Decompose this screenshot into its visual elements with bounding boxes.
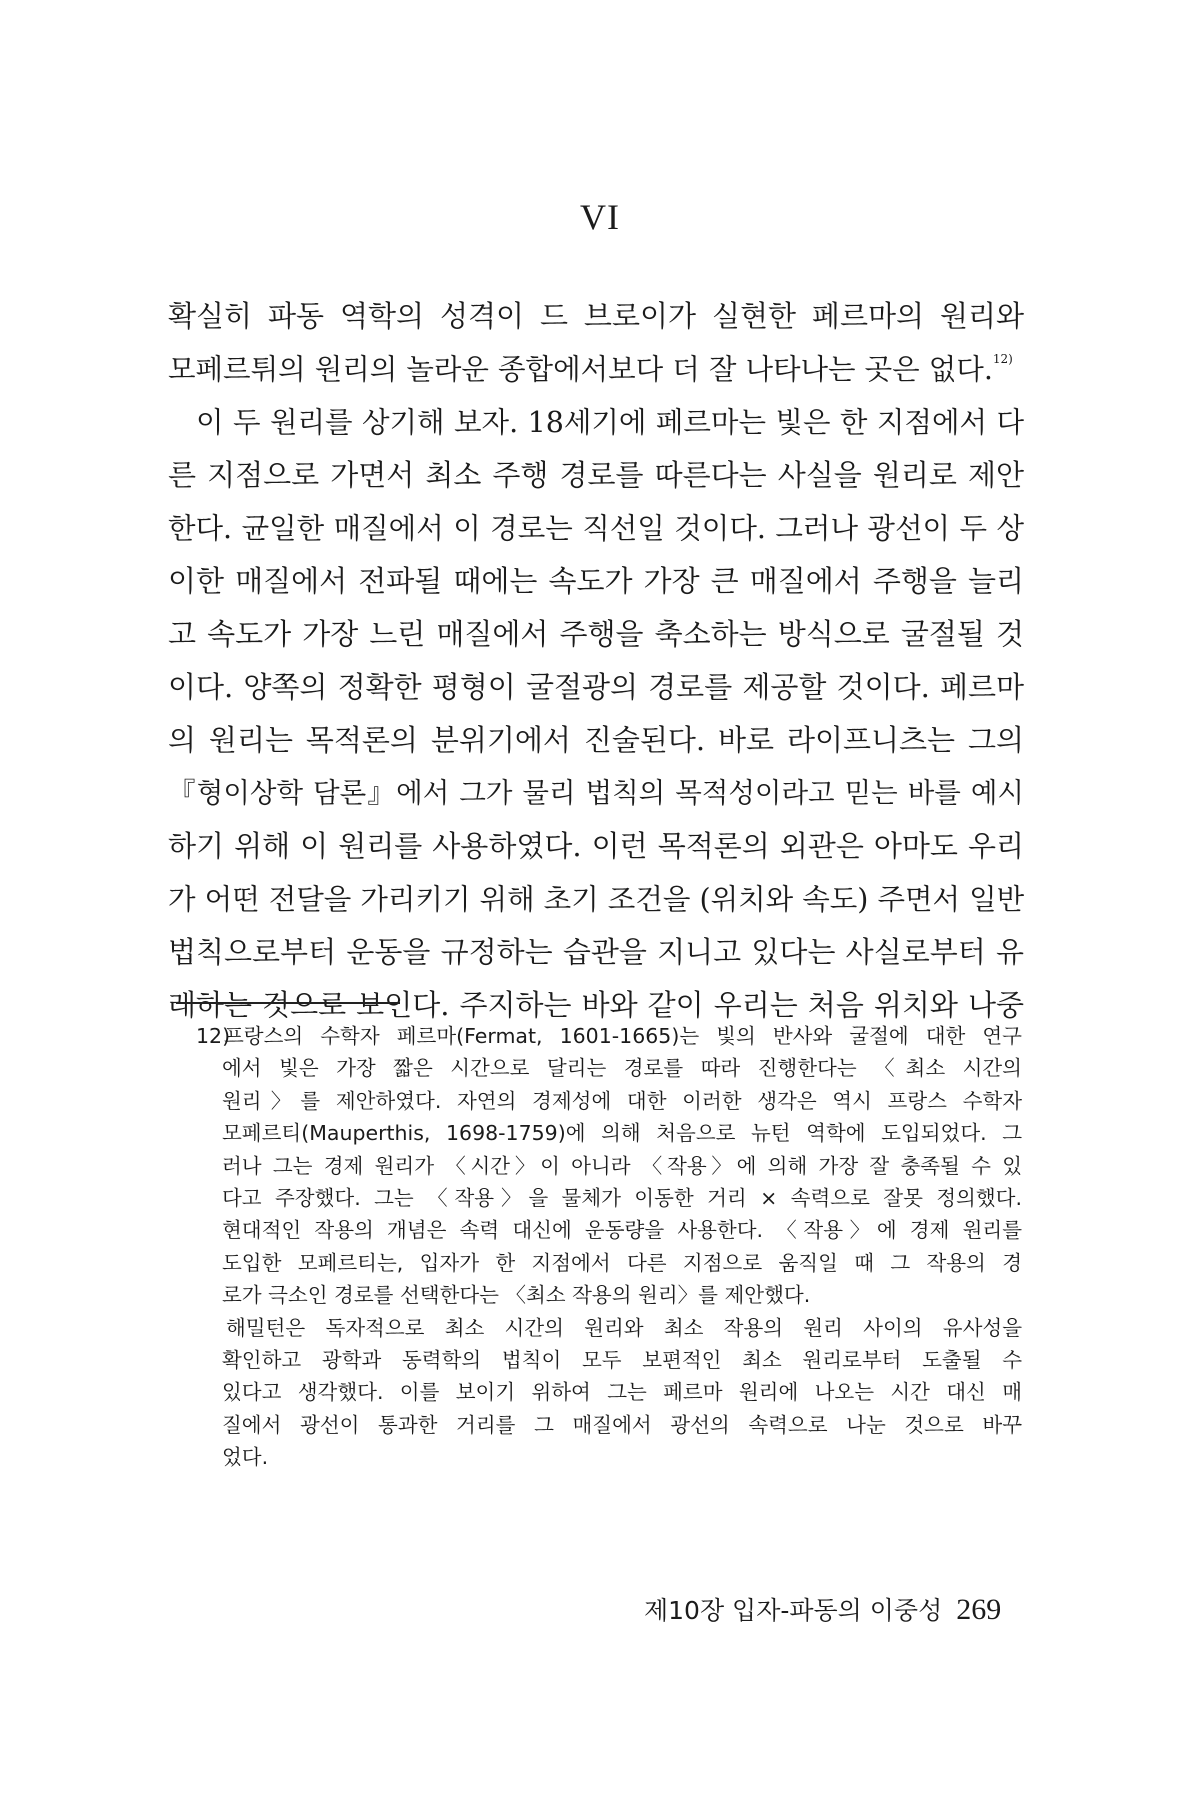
body-line: 『형이상학 담론』에서 그가 물리 법칙의 목적성이라고 믿는 바를 예시 [168,777,1024,809]
footnote-line: 모페르티(Mauperthis, 1698-1759)에 의해 처음으로 뉴턴 역학에 도입되었다. 그 [222,1121,1022,1146]
body-line: 이 두 원리를 상기해 보자. 18세기에 페르마는 빛은 한 지점에서 다 [196,406,1024,439]
body-line: 른 지점으로 가면서 최소 주행 경로를 따른다는 사실을 원리로 제안 [168,458,1024,492]
body-line-text: 모페르튀의 원리의 놀라운 종합에서보다 더 잘 나타나는 곳은 없다. [168,353,993,386]
footnote-reference: 12) [992,352,1013,366]
footnote-line: 원리〉를 제안하였다. 자연의 경제성에 대한 이러한 생각은 역시 프랑스 수학자 [222,1088,1022,1113]
body-line: 이다. 양쪽의 정확한 평형이 굴절광의 경로를 제공할 것이다. 페르마 [168,670,1024,704]
footnote-number: 12) [196,1024,231,1048]
footnotes [196,1020,1022,1473]
section-heading: VI [580,197,620,237]
footnote-line: 현대적인 작용의 개념은 속력 대신에 운동량을 사용한다. 〈작용〉에 경제 원리를 [222,1218,1022,1243]
footnote-divider [176,1002,400,1004]
body-line: 의 원리는 목적론의 분위기에서 진술된다. 바로 라이프니츠는 그의 [168,723,1024,757]
footnote-line-text: 프랑스의 수학자 페르마(Fermat, 1601-1665)는 빛의 반사와 굴절에 대한 연구 [224,1024,1022,1048]
footnote-line: 로가 극소인 경로를 선택한다는 〈최소 작용의 원리〉를 제안했다. [222,1283,811,1308]
body-line: 확실히 파동 역학의 성격이 드 브로이가 실현한 페르마의 원리와 [168,299,1024,333]
footnote-line: 해밀턴은 독자적으로 최소 시간의 원리와 최소 작용의 원리 사이의 유사성을 [226,1315,1022,1340]
running-footer [644,1591,1014,1627]
footnote-line: 확인하고 광학과 동력학의 법칙이 모두 보편적인 최소 원리로부터 도출될 수 [222,1347,1022,1372]
body-line: 하기 위해 이 원리를 사용하였다. 이런 목적론의 외관은 아마도 우리 [168,829,1024,863]
footnote-line: 러나 그는 경제 원리가 〈시간〉이 아니라 〈작용〉에 의해 가장 잘 충족될 수 있 [222,1153,1022,1178]
footnote-line: 었다. [222,1445,269,1470]
page-number: 269 [956,1593,1002,1626]
body-line: 법칙으로부터 운동을 규정하는 습관을 지니고 있다는 사실로부터 유 [168,935,1024,969]
body-line: 고 속도가 가장 느린 매질에서 주행을 축소하는 방식으로 굴절될 것 [168,617,1024,651]
footnote-line: 에서 빛은 가장 짧은 시간으로 달리는 경로를 따라 진행한다는 〈최소 시간의 [222,1056,1022,1081]
footnote-line-first [196,1020,1022,1052]
body-text [168,290,1024,1032]
footnote-line: 도입한 모페르티는, 입자가 한 지점에서 다른 지점으로 움직일 때 그 작용의 경 [222,1250,1022,1275]
footnote-line: 있다고 생각했다. 이를 보이기 위하여 그는 페르마 원리에 나오는 시간 대신 매 [222,1380,1022,1405]
body-line: 래하는 것으로 보인다. 주지하는 바와 같이 우리는 처음 위치와 나중 [168,988,1024,1022]
body-line: 한다. 균일한 매질에서 이 경로는 직선일 것이다. 그러나 광선이 두 상 [168,512,1024,545]
footnote-line: 다고 주장했다. 그는 〈작용〉을 물체가 이동한 거리 × 속력으로 잘못 정의했다. [222,1185,1022,1210]
chapter-title: 제10장 입자-파동의 이중성 [644,1596,943,1625]
footnote-line: 질에서 광선이 통과한 거리를 그 매질에서 광선의 속력으로 나눈 것으로 바꾸 [222,1412,1022,1437]
body-line: 가 어떤 전달을 가리키기 위해 초기 조건을 (위치와 속도) 주면서 일반 [168,883,1025,916]
body-line-with-footnote [168,343,1024,396]
body-line: 이한 매질에서 전파될 때에는 속도가 가장 큰 매질에서 주행을 늘리 [168,564,1024,598]
